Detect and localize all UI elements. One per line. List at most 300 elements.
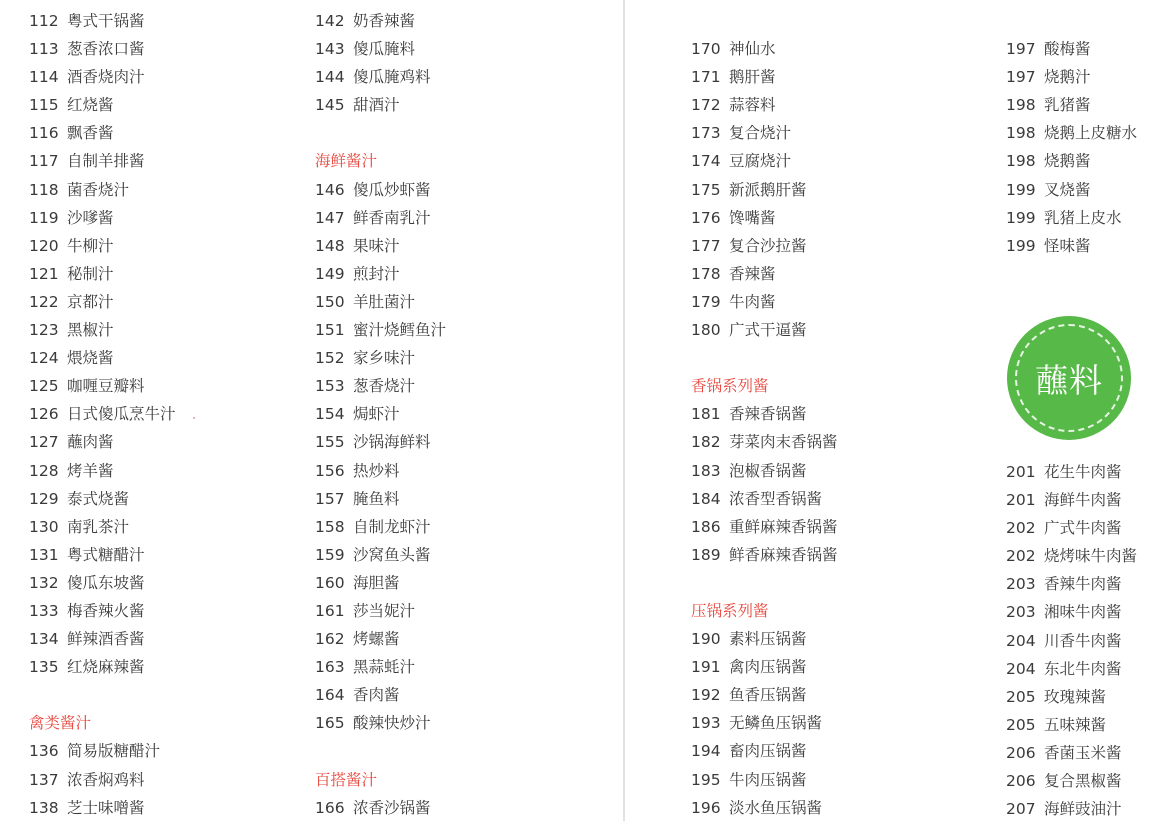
page-number: 113 [29, 40, 59, 59]
toc-entry [315, 316, 446, 344]
page-number: 130 [29, 517, 59, 536]
recipe-name: 鱼香压锅酱 [729, 686, 807, 705]
toc-entry [1006, 458, 1137, 486]
toc-entry [315, 63, 446, 91]
toc-entry [29, 625, 176, 653]
recipe-name: 香肉酱 [353, 686, 400, 705]
toc-entry [29, 260, 176, 288]
toc-entry [691, 35, 838, 63]
toc-entry [1006, 232, 1137, 260]
page-number: 202 [1006, 547, 1036, 566]
section-title: 禽类酱汁 [29, 714, 92, 733]
page-gutter [623, 0, 625, 821]
page-number: 148 [315, 236, 345, 255]
page-number: 189 [691, 545, 721, 564]
toc-entry [691, 513, 838, 541]
page-number: 151 [315, 321, 345, 340]
spacer [691, 7, 838, 35]
recipe-name: 无鳞鱼压锅酱 [729, 714, 823, 733]
page-number: 159 [315, 545, 345, 564]
toc-entry [691, 709, 838, 737]
section-title: 香锅系列酱 [691, 377, 769, 396]
recipe-name: 花生牛肉酱 [1044, 463, 1122, 481]
recipe-name: 香辣香锅酱 [729, 405, 807, 424]
page-number: 143 [315, 40, 345, 59]
toc-entry [315, 541, 446, 569]
section-title: 压锅系列酱 [691, 601, 769, 620]
recipe-name: 煎封汁 [353, 264, 400, 283]
toc-entry [691, 681, 838, 709]
recipe-name: 新派鹅肝酱 [729, 180, 807, 199]
toc-entry [315, 794, 446, 822]
page-number: 199 [1006, 208, 1036, 227]
page-number: 196 [691, 798, 721, 817]
recipe-name: 广式牛肉酱 [1044, 519, 1122, 538]
recipe-name: 湘味牛肉酱 [1044, 603, 1122, 622]
toc-entry [29, 513, 176, 541]
toc-entry [29, 400, 176, 428]
recipe-name: 红烧麻辣酱 [67, 658, 145, 677]
toc-entry [315, 344, 446, 372]
page-number: 199 [1006, 236, 1036, 255]
page-number: 115 [29, 96, 59, 115]
recipe-name: 玫瑰辣酱 [1044, 687, 1107, 706]
page-number: 127 [29, 433, 59, 452]
toc-entry [691, 63, 838, 91]
toc-entry [691, 794, 838, 822]
page-number: 172 [691, 96, 721, 115]
toc-entry [691, 485, 838, 513]
page-number: 121 [29, 264, 59, 283]
page-number: 136 [29, 742, 59, 761]
recipe-name: 复合沙拉酱 [729, 236, 807, 255]
page-number: 177 [691, 236, 721, 255]
recipe-name: 东北牛肉酱 [1044, 659, 1122, 678]
page-number: 199 [1006, 180, 1036, 199]
section-title: 海鲜酱汁 [315, 152, 378, 171]
recipe-name: 川香牛肉酱 [1044, 631, 1122, 650]
page-number: 175 [691, 180, 721, 199]
recipe-name: 叉烧酱 [1044, 180, 1091, 199]
toc-entry [315, 457, 446, 485]
toc-entry [29, 63, 176, 91]
recipe-name: 热炒料 [353, 461, 400, 480]
toc-entry [691, 316, 838, 344]
toc-entry [691, 91, 838, 119]
page-number: 204 [1006, 659, 1036, 678]
page-number: 146 [315, 180, 345, 199]
recipe-name: 腌鱼料 [353, 489, 400, 508]
toc-entry [29, 232, 176, 260]
recipe-name: 香辣酱 [729, 264, 776, 283]
toc-entry [29, 766, 176, 794]
page-number: 165 [315, 714, 345, 733]
toc-entry [315, 597, 446, 625]
page-number: 149 [315, 264, 345, 283]
page-number: 197 [1006, 68, 1036, 87]
toc-entry [29, 316, 176, 344]
page-number: 162 [315, 630, 345, 649]
badge-label: 蘸料 [1015, 324, 1123, 432]
page-number: 207 [1006, 800, 1036, 819]
recipe-name: 浓香型香锅酱 [729, 489, 823, 508]
recipe-name: 鲜香麻辣香锅酱 [729, 545, 838, 564]
recipe-name: 烧鹅上皮糖水 [1044, 124, 1138, 143]
toc-entry [1006, 486, 1137, 514]
toc-entry [315, 428, 446, 456]
page-number: 160 [315, 573, 345, 592]
recipe-name: 鲜香南乳汁 [353, 208, 431, 227]
recipe-name: 莎当妮汁 [353, 601, 416, 620]
recipe-name: 浓香焖鸡料 [67, 770, 145, 789]
toc-column-4-top [1006, 7, 1137, 260]
toc-entry [1006, 147, 1137, 175]
recipe-name: 奶香辣酱 [353, 12, 416, 30]
toc-entry [1006, 795, 1137, 823]
recipe-name: 畜肉压锅酱 [729, 742, 807, 761]
page-number: 198 [1006, 152, 1036, 171]
print-speck [193, 417, 195, 419]
recipe-name: 芽菜肉末香锅酱 [729, 433, 838, 452]
toc-entry [29, 794, 176, 822]
toc-entry [315, 35, 446, 63]
recipe-name: 蜜汁烧鳕鱼汁 [353, 321, 447, 340]
toc-entry [1006, 514, 1137, 542]
toc-entry [1006, 767, 1137, 795]
toc-entry [315, 625, 446, 653]
recipe-name: 素料压锅酱 [729, 630, 807, 649]
recipe-name: 海胆酱 [353, 573, 400, 592]
page-number: 193 [691, 714, 721, 733]
recipe-name: 煨烧酱 [67, 349, 114, 368]
page-number: 203 [1006, 603, 1036, 622]
recipe-name: 泡椒香锅酱 [729, 461, 807, 480]
toc-entry [315, 91, 446, 119]
page-number: 201 [1006, 463, 1036, 481]
page-number: 197 [1006, 40, 1036, 59]
page-number: 182 [691, 433, 721, 452]
toc-column-3 [691, 7, 838, 822]
recipe-name: 酒香烧肉汁 [67, 68, 145, 87]
page-number: 156 [315, 461, 345, 480]
recipe-name: 乳猪酱 [1044, 96, 1091, 115]
page-number: 180 [691, 321, 721, 340]
page-number: 129 [29, 489, 59, 508]
page-number: 154 [315, 405, 345, 424]
page-number: 112 [29, 12, 59, 30]
page-number: 176 [691, 208, 721, 227]
page-number: 174 [691, 152, 721, 171]
recipe-name: 馋嘴酱 [729, 208, 776, 227]
recipe-name: 羊肚菌汁 [353, 292, 416, 311]
recipe-name: 烤羊酱 [67, 461, 114, 480]
recipe-name: 海鲜豉油汁 [1044, 800, 1122, 819]
recipe-name: 烧鹅汁 [1044, 68, 1091, 87]
recipe-name: 日式傻瓜烹牛汁 [67, 405, 176, 424]
recipe-name: 甜酒汁 [353, 96, 400, 115]
toc-entry [1006, 570, 1137, 598]
page-number: 150 [315, 292, 345, 311]
toc-entry [315, 176, 446, 204]
recipe-name: 香菌玉米酱 [1044, 743, 1122, 762]
page-number: 170 [691, 40, 721, 59]
page-number: 135 [29, 658, 59, 677]
toc-entry [29, 457, 176, 485]
page-number: 206 [1006, 772, 1036, 791]
toc-entry [1006, 176, 1137, 204]
page-number: 134 [29, 630, 59, 649]
recipe-name: 复合黑椒酱 [1044, 772, 1122, 791]
toc-column-2 [315, 7, 446, 822]
recipe-name: 鹅肝酱 [729, 68, 776, 87]
page-number: 198 [1006, 124, 1036, 143]
page-number: 173 [691, 124, 721, 143]
recipe-name: 黑蒜蚝汁 [353, 658, 416, 677]
recipe-name: 烤螺酱 [353, 630, 400, 649]
toc-entry [315, 681, 446, 709]
recipe-name: 沙窝鱼头酱 [353, 545, 431, 564]
page-number: 147 [315, 208, 345, 227]
page-number: 203 [1006, 575, 1036, 594]
toc-entry [315, 569, 446, 597]
page-number: 198 [1006, 96, 1036, 115]
spacer [691, 569, 838, 597]
recipe-name: 南乳茶汁 [67, 517, 130, 536]
page-number: 161 [315, 601, 345, 620]
page-number: 202 [1006, 519, 1036, 538]
toc-entry [29, 119, 176, 147]
page-number: 181 [691, 405, 721, 424]
toc-entry [1006, 119, 1137, 147]
page-number: 171 [691, 68, 721, 87]
toc-entry [315, 485, 446, 513]
toc-column-1 [29, 7, 176, 822]
section-title: 百搭酱汁 [315, 770, 378, 789]
page-number: 122 [29, 292, 59, 311]
toc-entry [691, 766, 838, 794]
page-number: 157 [315, 489, 345, 508]
recipe-name: 粤式糖醋汁 [67, 545, 145, 564]
page-number: 153 [315, 377, 345, 396]
page-number: 183 [691, 461, 721, 480]
toc-entry [691, 737, 838, 765]
page-number: 131 [29, 545, 59, 564]
toc-column-4-bottom [1006, 458, 1137, 823]
recipe-name: 芝士味噌酱 [67, 798, 145, 817]
toc-entry [1006, 655, 1137, 683]
recipe-name: 沙锅海鲜料 [353, 433, 431, 452]
toc-entry [691, 232, 838, 260]
recipe-name: 酸辣快炒汁 [353, 714, 431, 733]
toc-entry [1006, 683, 1137, 711]
toc-entry [1006, 204, 1137, 232]
page-number: 164 [315, 686, 345, 705]
recipe-name: 自制羊排酱 [67, 152, 145, 171]
toc-entry [691, 625, 838, 653]
toc-entry [691, 147, 838, 175]
page-number: 186 [691, 517, 721, 536]
page-number: 133 [29, 601, 59, 620]
recipe-name: 鲜辣酒香酱 [67, 630, 145, 649]
page-number: 132 [29, 573, 59, 592]
toc-entry [1006, 542, 1137, 570]
recipe-name: 傻瓜腌鸡料 [353, 68, 431, 87]
recipe-name: 五味辣酱 [1044, 715, 1107, 734]
page-number: 119 [29, 208, 59, 227]
recipe-name: 广式干逼酱 [729, 321, 807, 340]
recipe-name: 傻瓜炒虾酱 [353, 180, 431, 199]
recipe-name: 红烧酱 [67, 96, 114, 115]
recipe-name: 黑椒汁 [67, 321, 114, 340]
toc-entry [29, 372, 176, 400]
page-number: 125 [29, 377, 59, 396]
right-page [626, 0, 1163, 821]
recipe-name: 烧烤味牛肉酱 [1044, 547, 1138, 566]
toc-entry [315, 653, 446, 681]
page-number: 206 [1006, 743, 1036, 762]
toc-entry [1006, 598, 1137, 626]
toc-entry [691, 260, 838, 288]
toc-entry [315, 372, 446, 400]
recipe-name: 牛肉压锅酱 [729, 770, 807, 789]
page-number: 137 [29, 770, 59, 789]
toc-entry [29, 569, 176, 597]
toc-entry [691, 653, 838, 681]
recipe-name: 浓香沙锅酱 [353, 798, 431, 817]
recipe-name: 豆腐烧汁 [729, 152, 792, 171]
recipe-name: 焗虾汁 [353, 405, 400, 424]
page-number: 163 [315, 658, 345, 677]
toc-entry [29, 204, 176, 232]
page-number: 190 [691, 630, 721, 649]
toc-entry [315, 513, 446, 541]
toc-entry [691, 119, 838, 147]
toc-entry [29, 91, 176, 119]
recipe-name: 牛肉酱 [729, 292, 776, 311]
page-number: 144 [315, 68, 345, 87]
toc-entry [1006, 35, 1137, 63]
toc-entry [315, 260, 446, 288]
page-number: 117 [29, 152, 59, 171]
toc-entry [29, 147, 176, 175]
toc-entry [29, 428, 176, 456]
toc-entry [1006, 627, 1137, 655]
recipe-name: 咖喱豆瓣料 [67, 377, 145, 396]
recipe-name: 怪味酱 [1044, 236, 1091, 255]
page-number: 116 [29, 124, 59, 143]
toc-entry [1006, 711, 1137, 739]
recipe-name: 葱香烧汁 [353, 377, 416, 396]
spacer [691, 344, 838, 372]
page-number: 205 [1006, 715, 1036, 734]
page-number: 138 [29, 798, 59, 817]
page-number: 191 [691, 658, 721, 677]
page-number: 166 [315, 798, 345, 817]
page-number: 128 [29, 461, 59, 480]
recipe-name: 傻瓜腌料 [353, 40, 416, 59]
recipe-name: 复合烧汁 [729, 124, 792, 143]
toc-entry [1006, 91, 1137, 119]
toc-entry [1006, 739, 1137, 767]
page-number: 205 [1006, 687, 1036, 706]
toc-entry [691, 400, 838, 428]
recipe-name: 京都汁 [67, 292, 114, 311]
page-number: 118 [29, 180, 59, 199]
toc-entry [29, 344, 176, 372]
toc-entry [29, 737, 176, 765]
recipe-name: 蒜蓉料 [729, 96, 776, 115]
page-number: 179 [691, 292, 721, 311]
page-number: 126 [29, 405, 59, 424]
recipe-name: 烧鹅酱 [1044, 152, 1091, 171]
page-number: 204 [1006, 631, 1036, 650]
toc-entry [691, 428, 838, 456]
page-number: 155 [315, 433, 345, 452]
toc-entry [691, 457, 838, 485]
recipe-name: 粤式干锅酱 [67, 12, 145, 30]
toc-entry [29, 597, 176, 625]
page-number: 158 [315, 517, 345, 536]
toc-entry [29, 35, 176, 63]
page-number: 145 [315, 96, 345, 115]
recipe-name: 果味汁 [353, 236, 400, 255]
recipe-name: 淡水鱼压锅酱 [729, 798, 823, 817]
toc-entry [29, 7, 176, 35]
toc-entry [691, 541, 838, 569]
page-number: 201 [1006, 491, 1036, 510]
toc-entry [691, 204, 838, 232]
page-number: 142 [315, 12, 345, 30]
toc-entry [29, 541, 176, 569]
recipe-name: 牛柳汁 [67, 236, 114, 255]
recipe-name: 沙嗲酱 [67, 208, 114, 227]
spacer [315, 119, 446, 147]
recipe-name: 飘香酱 [67, 124, 114, 143]
recipe-name: 家乡味汁 [353, 349, 416, 368]
recipe-name: 禽肉压锅酱 [729, 658, 807, 677]
recipe-name: 香辣牛肉酱 [1044, 575, 1122, 594]
toc-entry [315, 288, 446, 316]
page-number: 120 [29, 236, 59, 255]
page-number: 152 [315, 349, 345, 368]
recipe-name: 傻瓜东坡酱 [67, 573, 145, 592]
toc-entry [29, 485, 176, 513]
page-number: 123 [29, 321, 59, 340]
page-number: 178 [691, 264, 721, 283]
recipe-name: 秘制汁 [67, 264, 114, 283]
page-number: 184 [691, 489, 721, 508]
toc-entry [29, 176, 176, 204]
recipe-name: 菌香烧汁 [67, 180, 130, 199]
recipe-name: 梅香辣火酱 [67, 601, 145, 620]
page-number: 192 [691, 686, 721, 705]
recipe-name: 乳猪上皮水 [1044, 208, 1122, 227]
toc-entry [691, 176, 838, 204]
recipe-name: 重鲜麻辣香锅酱 [729, 517, 838, 536]
spacer [1006, 7, 1137, 35]
page-number: 124 [29, 349, 59, 368]
spacer [29, 681, 176, 709]
page-number: 195 [691, 770, 721, 789]
toc-entry [29, 653, 176, 681]
recipe-name: 葱香浓口酱 [67, 40, 145, 59]
toc-entry [315, 709, 446, 737]
toc-entry [29, 288, 176, 316]
toc-entry [315, 232, 446, 260]
page-number: 194 [691, 742, 721, 761]
recipe-name: 神仙水 [729, 40, 776, 59]
recipe-name: 海鲜牛肉酱 [1044, 491, 1122, 510]
